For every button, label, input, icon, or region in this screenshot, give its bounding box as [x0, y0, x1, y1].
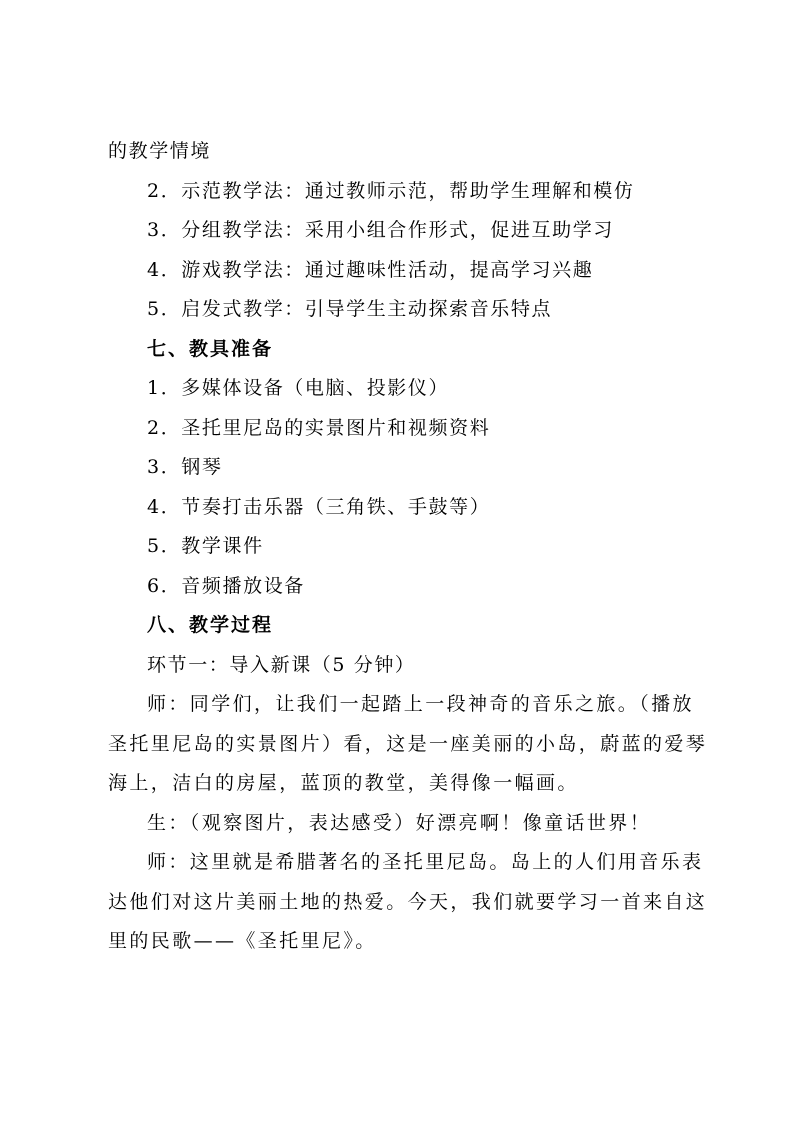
tool-item: 1．多媒体设备（电脑、投影仪）: [147, 377, 450, 399]
continuation-text: 的教学情境: [108, 140, 212, 162]
dialogue-line: 达他们对这片美丽土地的热爱。今天，我们就要学习一首来自这: [108, 891, 708, 913]
dialogue-line: 圣托里尼岛的实景图片）看，这是一座美丽的小岛，蔚蓝的爱琴: [108, 733, 708, 755]
dialogue-line: 生：（观察图片，表达感受）好漂亮啊！像童话世界！: [147, 812, 652, 834]
method-item: 4．游戏教学法：通过趣味性活动，提高学习兴趣: [147, 259, 594, 281]
section-heading: 七、教具准备: [147, 338, 274, 360]
dialogue-line: 里的民歌——《圣托里尼》。: [108, 930, 377, 952]
section-heading: 八、教学过程: [147, 614, 274, 636]
tool-item: 5．教学课件: [147, 535, 264, 557]
tool-item: 6．音频播放设备: [147, 575, 305, 597]
tool-item: 4．节奏打击乐器（三角铁、手鼓等）: [147, 496, 491, 518]
method-item: 2．示范教学法：通过教师示范，帮助学生理解和模仿: [147, 180, 635, 202]
dialogue-line: 师：同学们，让我们一起踏上一段神奇的音乐之旅。（播放: [147, 693, 694, 715]
dialogue-line: 师：这里就是希腊著名的圣托里尼岛。岛上的人们用音乐表: [147, 851, 704, 873]
dialogue-line: 海上，洁白的房屋，蓝顶的教堂，美得像一幅画。: [108, 772, 579, 794]
method-item: 5．启发式教学：引导学生主动探索音乐特点: [147, 298, 553, 320]
tool-item: 2．圣托里尼岛的实景图片和视频资料: [147, 417, 491, 439]
step-title: 环节一：导入新课（5 分钟）: [147, 654, 416, 676]
tool-item: 3．钢琴: [147, 456, 223, 478]
method-item: 3．分组教学法：采用小组合作形式，促进互助学习: [147, 219, 614, 241]
